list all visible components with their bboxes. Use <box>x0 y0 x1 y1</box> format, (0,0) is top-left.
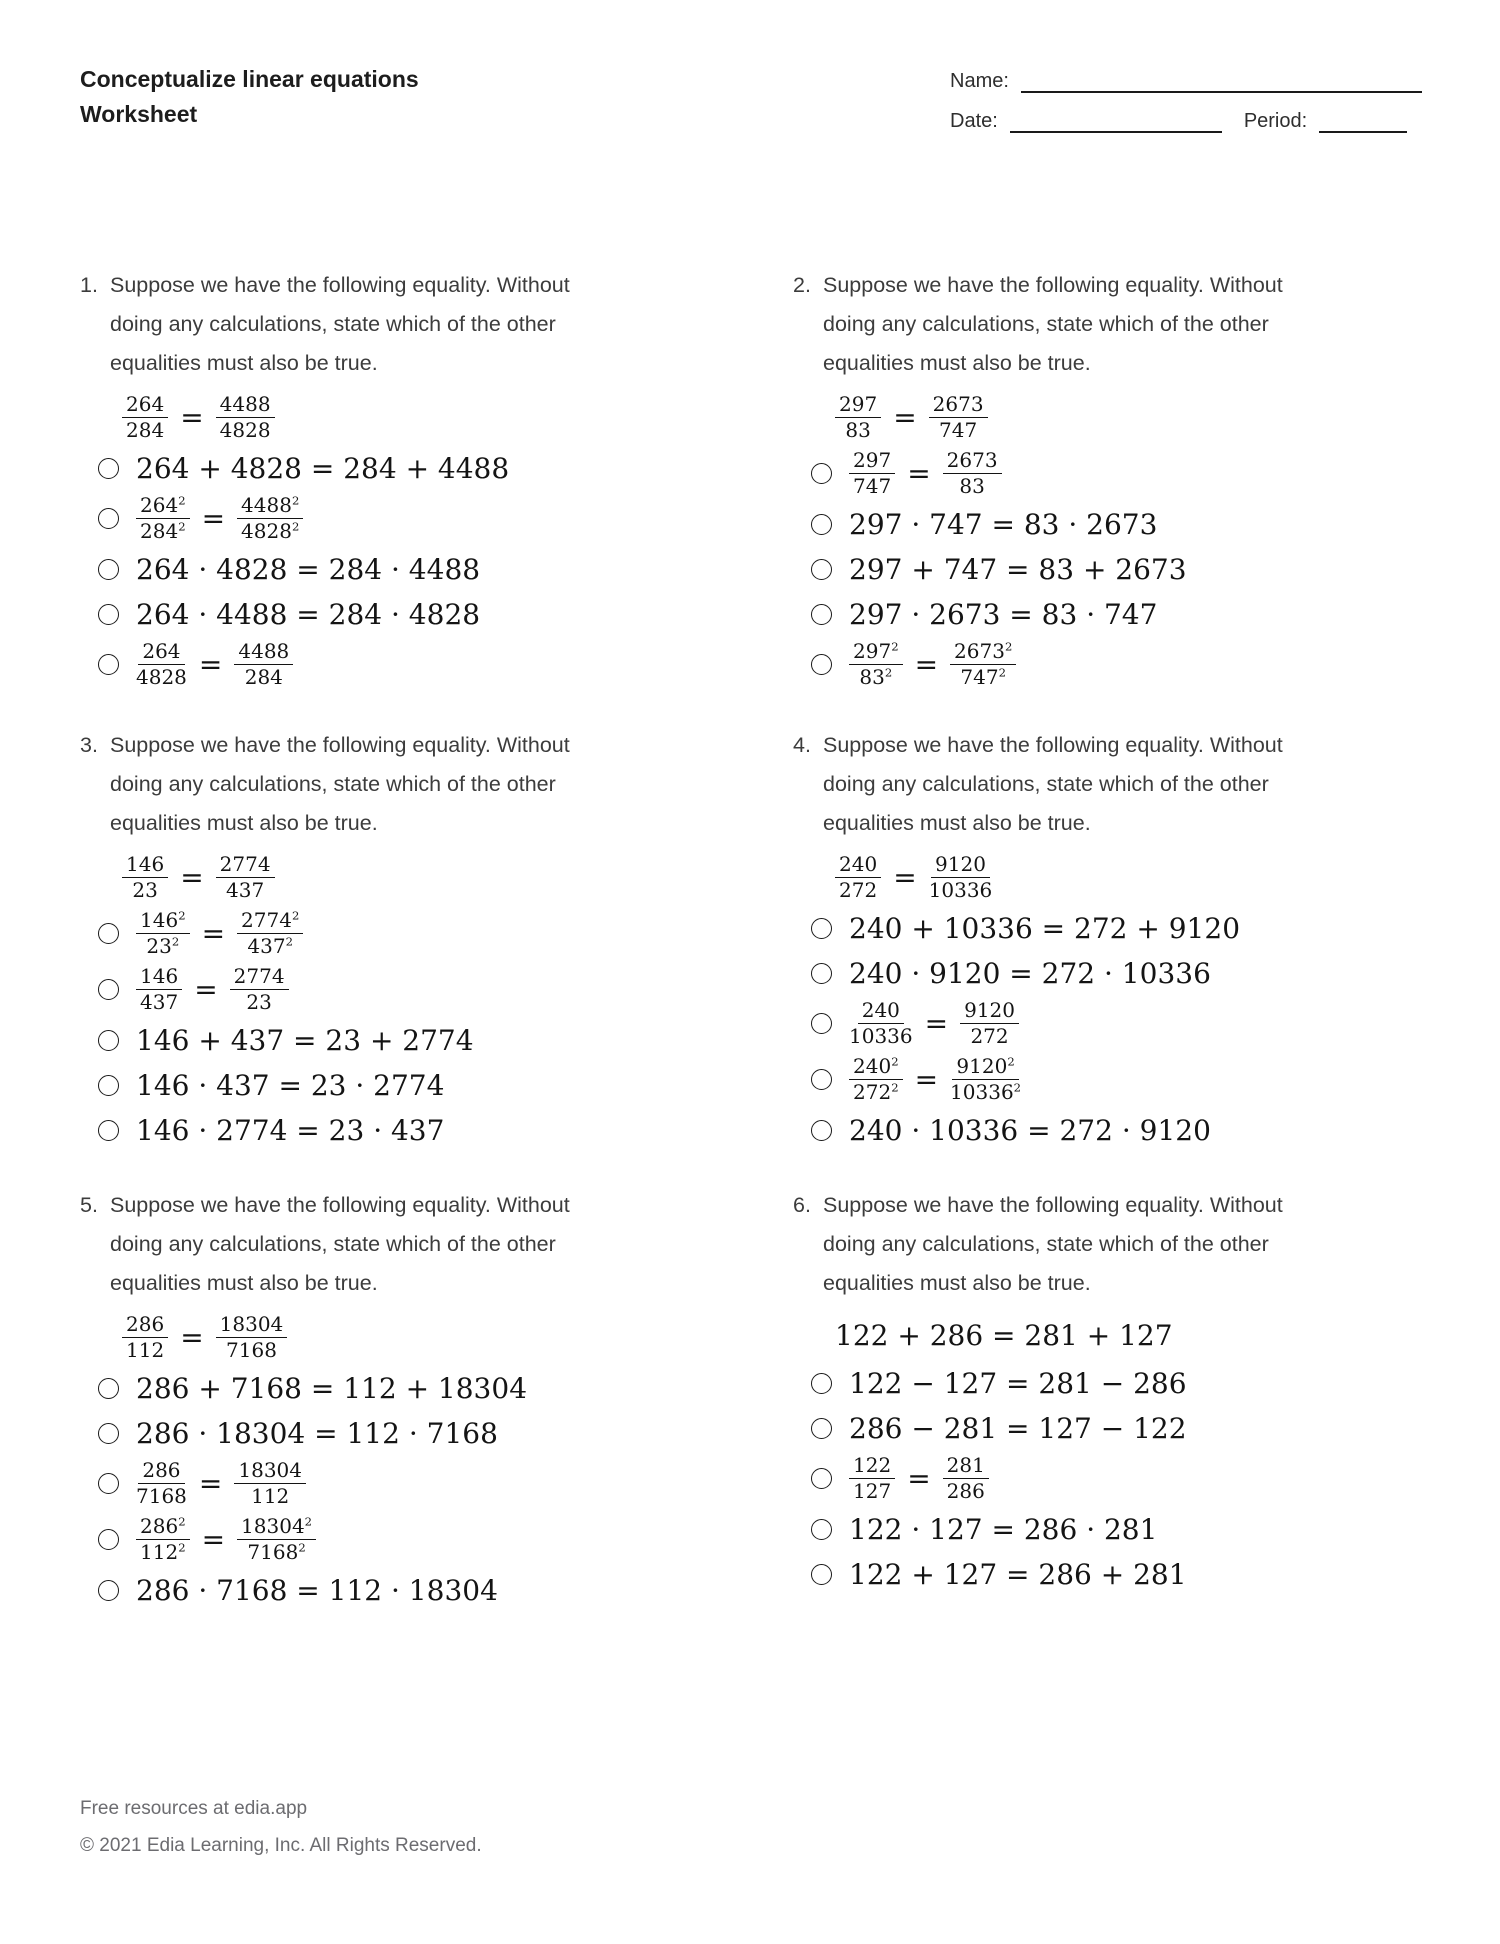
problem-prompt: Suppose we have the following equality. Without doing any calculations, state which of the other equalities must also be true. <box>823 1193 1283 1295</box>
denominator: 7168 <box>136 1484 187 1508</box>
radio-button[interactable] <box>811 1013 832 1034</box>
answer-option <box>811 550 1385 588</box>
problem-number: 3. <box>80 733 98 757</box>
math-text: = <box>201 1523 226 1556</box>
answer-option <box>98 550 672 588</box>
answer-option <box>98 1111 672 1149</box>
student-fields <box>950 70 1422 133</box>
numerator: $286^2$ <box>136 1515 190 1540</box>
numerator: 2774$^2$ <box>237 909 303 934</box>
answer-option <box>811 1555 1385 1593</box>
denominator: $747^2$ <box>960 665 1006 689</box>
exponent: 2 <box>291 519 300 534</box>
fraction <box>136 965 182 1014</box>
fraction <box>136 640 187 689</box>
denominator: 4828 <box>219 418 271 442</box>
option-equation <box>136 909 303 958</box>
exponent: 2 <box>178 493 186 508</box>
denominator: $437^2$ <box>247 934 293 958</box>
exponent: 2 <box>178 519 186 534</box>
answer-option <box>811 1364 1385 1402</box>
option-equation <box>136 1459 306 1508</box>
problem-number: 6. <box>793 1193 811 1217</box>
radio-button[interactable] <box>811 1519 832 1540</box>
problem-prompt: Suppose we have the following equality. Without doing any calculations, state which of the other equalities must also be true. <box>110 1193 570 1295</box>
option-equation <box>849 912 1240 945</box>
denominator: 4828 <box>136 665 187 689</box>
denominator: 10336 <box>849 1024 913 1048</box>
numerator: $297^2$ <box>849 640 903 665</box>
math-text: = <box>201 502 226 535</box>
math-text: = <box>194 973 218 1006</box>
option-equation <box>849 1412 1187 1445</box>
option-equation <box>136 1417 498 1450</box>
numerator: 18304 <box>216 1313 288 1338</box>
fraction <box>849 999 913 1048</box>
problem-header <box>80 266 672 383</box>
problem-header <box>793 1186 1385 1303</box>
denominator: $272^2$ <box>853 1080 899 1104</box>
math-text: 264 · 4488 = 284 · 4828 <box>136 597 481 631</box>
numerator: 297 <box>849 449 895 474</box>
denominator: 272 <box>839 878 878 902</box>
exponent: 2 <box>298 1540 306 1555</box>
fraction <box>136 909 190 958</box>
fraction <box>122 853 168 902</box>
numerator: $146^2$ <box>136 909 190 934</box>
radio-button[interactable] <box>98 1423 119 1444</box>
fraction <box>849 1454 895 1503</box>
radio-button[interactable] <box>98 508 119 529</box>
radio-button[interactable] <box>98 559 119 580</box>
math-text: = <box>924 1007 949 1040</box>
option-equation <box>136 1024 474 1057</box>
answer-option <box>98 1414 672 1452</box>
option-equation <box>136 494 303 543</box>
problems-grid <box>80 266 1385 1646</box>
problem-number: 2. <box>793 273 811 297</box>
radio-button[interactable] <box>811 1373 832 1394</box>
option-equation <box>849 449 1002 498</box>
problem-5 <box>80 1186 672 1616</box>
math-text: = <box>198 1467 223 1500</box>
numerator: 18304 <box>234 1459 306 1484</box>
fraction <box>943 1454 989 1503</box>
denominator: 437 <box>226 878 265 902</box>
numerator: 122 <box>849 1454 895 1479</box>
radio-button[interactable] <box>811 463 832 484</box>
option-equation <box>136 965 289 1014</box>
fraction <box>136 1515 190 1564</box>
fraction <box>136 494 190 543</box>
problem-header <box>793 726 1385 843</box>
denominator: $23^2$ <box>146 934 180 958</box>
denominator: 4828$^2$ <box>241 519 300 543</box>
numerator: 4488$^2$ <box>237 494 303 519</box>
exponent: 2 <box>285 934 293 949</box>
answer-option <box>811 449 1385 498</box>
option-equation <box>849 957 1211 990</box>
math-text: 264 · 4828 = 284 · 4488 <box>136 552 481 586</box>
radio-button[interactable] <box>98 604 119 625</box>
radio-button[interactable] <box>811 1418 832 1439</box>
title-line-2: Worksheet <box>80 101 198 127</box>
numerator: 240 <box>835 853 881 878</box>
denominator: $83^2$ <box>859 665 893 689</box>
answer-option <box>98 494 672 543</box>
math-text: 122 + 286 = 281 + 127 <box>835 1318 1173 1352</box>
fraction <box>835 853 881 902</box>
numerator: 2774 <box>230 965 289 990</box>
fraction <box>950 640 1016 689</box>
math-text: 297 · 747 = 83 · 2673 <box>849 507 1158 541</box>
answer-option <box>98 1066 672 1104</box>
denominator: 437 <box>140 990 179 1014</box>
fraction <box>849 640 903 689</box>
problem-header <box>80 1186 672 1303</box>
option-equation <box>849 508 1157 541</box>
title-line-1: Conceptualize linear equations <box>80 66 419 92</box>
option-equation <box>136 1372 527 1405</box>
numerator: 9120 <box>960 999 1019 1024</box>
radio-button[interactable] <box>98 923 119 944</box>
math-text: 146 · 2774 = 23 · 437 <box>136 1113 445 1147</box>
answer-option <box>811 595 1385 633</box>
math-text: 286 + 7168 = 112 + 18304 <box>136 1371 528 1405</box>
radio-button[interactable] <box>811 654 832 675</box>
answer-option <box>98 965 672 1014</box>
math-text: = <box>180 401 204 434</box>
answer-option <box>98 640 672 689</box>
math-text: 240 + 10336 = 272 + 9120 <box>849 911 1241 945</box>
denominator: 112 <box>126 1338 165 1362</box>
numerator: $264^2$ <box>136 494 190 519</box>
fraction <box>849 1055 903 1104</box>
numerator: 286 <box>122 1313 168 1338</box>
fraction <box>230 965 289 1014</box>
math-text: 286 − 281 = 127 − 122 <box>849 1411 1187 1445</box>
exponent: 2 <box>178 908 186 923</box>
option-equation <box>136 1515 316 1564</box>
exponent: 2 <box>884 665 893 680</box>
radio-button[interactable] <box>98 1030 119 1051</box>
given-equality <box>835 1313 1385 1357</box>
option-equation <box>849 1055 1021 1104</box>
problem-prompt: Suppose we have the following equality. Without doing any calculations, state which of the other equalities must also be true. <box>823 273 1283 375</box>
fraction <box>950 1055 1021 1104</box>
problem-header <box>80 726 672 843</box>
given-equality <box>835 853 1385 902</box>
radio-button[interactable] <box>811 963 832 984</box>
numerator: $240^2$ <box>849 1055 903 1080</box>
fraction <box>237 1515 316 1564</box>
problem-number: 1. <box>80 273 98 297</box>
radio-button[interactable] <box>811 1069 832 1090</box>
fraction <box>237 909 303 958</box>
given-equality <box>835 393 1385 442</box>
answer-option <box>98 449 672 487</box>
footer-copyright: © 2021 Edia Learning, Inc. All Rights Reserved. <box>80 1835 482 1856</box>
exponent: 2 <box>178 1540 186 1555</box>
math-text: = <box>201 917 226 950</box>
denominator: 127 <box>853 1479 892 1503</box>
math-text: = <box>180 1321 204 1354</box>
problem-3 <box>80 726 672 1156</box>
radio-button[interactable] <box>98 1075 119 1096</box>
math-text: 122 − 127 = 281 − 286 <box>849 1366 1187 1400</box>
exponent: 2 <box>891 1080 899 1095</box>
math-text: 297 + 747 = 83 + 2673 <box>849 552 1187 586</box>
numerator: 146 <box>122 853 168 878</box>
math-text: = <box>914 1063 939 1096</box>
fraction <box>122 1313 168 1362</box>
math-text: 122 + 127 = 286 + 281 <box>849 1557 1187 1591</box>
answer-option <box>811 1510 1385 1548</box>
answer-option <box>811 1454 1385 1503</box>
fraction <box>234 640 293 689</box>
option-equation <box>849 640 1016 689</box>
exponent: 2 <box>891 1054 899 1069</box>
option-equation <box>136 1069 444 1102</box>
given-equality <box>122 853 672 902</box>
radio-button[interactable] <box>811 604 832 625</box>
option-equation <box>849 1513 1157 1546</box>
problem-prompt: Suppose we have the following equality. Without doing any calculations, state which of the other equalities must also be true. <box>110 273 570 375</box>
radio-button[interactable] <box>811 514 832 535</box>
numerator: 2673$^2$ <box>950 640 1016 665</box>
numerator: 18304$^2$ <box>237 1515 316 1540</box>
denominator: 83 <box>959 474 985 498</box>
fraction <box>136 1459 187 1508</box>
numerator: 2774 <box>216 853 275 878</box>
math-text: 240 · 10336 = 272 · 9120 <box>849 1113 1211 1147</box>
numerator: 146 <box>136 965 182 990</box>
numerator: 2673 <box>929 393 988 418</box>
option-equation <box>136 598 480 631</box>
radio-button[interactable] <box>98 1473 119 1494</box>
radio-button[interactable] <box>98 1378 119 1399</box>
numerator: 297 <box>835 393 881 418</box>
radio-button[interactable] <box>811 1468 832 1489</box>
exponent: 2 <box>1007 1054 1015 1069</box>
math-text: 297 · 2673 = 83 · 747 <box>849 597 1158 631</box>
denominator: 7168 <box>226 1338 277 1362</box>
option-equation <box>136 640 293 689</box>
option-equation <box>136 1574 498 1607</box>
answer-option <box>98 1459 672 1508</box>
math-text: 240 · 9120 = 272 · 10336 <box>849 956 1211 990</box>
date-period-row <box>950 110 1422 133</box>
denominator: 272 <box>970 1024 1009 1048</box>
fraction <box>216 393 275 442</box>
numerator: 240 <box>858 999 904 1024</box>
answer-option <box>98 1021 672 1059</box>
exponent: 2 <box>891 639 899 654</box>
fraction <box>234 1459 306 1508</box>
numerator: 4488 <box>234 640 293 665</box>
answer-option <box>811 954 1385 992</box>
footer-resources: Free resources at edia.app <box>80 1798 308 1819</box>
radio-button[interactable] <box>98 979 119 1000</box>
math-text: = <box>893 401 917 434</box>
period-label: Period: <box>1243 110 1308 132</box>
denominator: 284 <box>244 665 283 689</box>
math-text: = <box>907 457 931 490</box>
math-text: 146 · 437 = 23 · 2774 <box>136 1068 445 1102</box>
math-text: = <box>198 648 223 681</box>
fraction <box>216 853 275 902</box>
answer-option <box>98 1571 672 1609</box>
problem-prompt: Suppose we have the following equality. Without doing any calculations, state which of the other equalities must also be true. <box>823 733 1283 835</box>
answer-option <box>811 999 1385 1048</box>
exponent: 2 <box>998 665 1006 680</box>
problem-number: 4. <box>793 733 811 757</box>
math-text: = <box>914 648 939 681</box>
problem-4 <box>793 726 1385 1156</box>
denominator: 23 <box>246 990 272 1014</box>
numerator: 4488 <box>216 393 275 418</box>
period-blank-line <box>1319 113 1407 133</box>
numerator: 9120 <box>931 853 990 878</box>
math-text: 146 + 437 = 23 + 2774 <box>136 1023 474 1057</box>
problem-prompt: Suppose we have the following equality. Without doing any calculations, state which of the other equalities must also be true. <box>110 733 570 835</box>
radio-button[interactable] <box>811 1120 832 1141</box>
date-blank-line <box>1010 113 1222 133</box>
exponent: 2 <box>1013 1080 1022 1095</box>
numerator: 9120$^2$ <box>952 1055 1018 1080</box>
radio-button[interactable] <box>811 1564 832 1585</box>
option-equation <box>849 1454 989 1503</box>
answer-option <box>98 595 672 633</box>
exponent: 2 <box>171 934 180 949</box>
page-title <box>80 62 419 132</box>
option-equation <box>849 553 1187 586</box>
fraction <box>216 1313 288 1362</box>
math-text: 264 + 4828 = 284 + 4488 <box>136 451 510 485</box>
math-text: 122 · 127 = 286 · 281 <box>849 1512 1158 1546</box>
answer-option <box>98 1515 672 1564</box>
fraction <box>237 494 303 543</box>
exponent: 2 <box>178 1514 186 1529</box>
radio-button[interactable] <box>98 1580 119 1601</box>
radio-button[interactable] <box>811 918 832 939</box>
given-equality <box>122 1313 672 1362</box>
denominator: 747 <box>939 418 978 442</box>
math-text: = <box>180 861 204 894</box>
answer-option <box>811 1111 1385 1149</box>
date-label: Date: <box>950 110 998 132</box>
exponent: 2 <box>304 1514 313 1529</box>
answer-option <box>98 909 672 958</box>
problem-header <box>793 266 1385 383</box>
exponent: 2 <box>1004 639 1013 654</box>
radio-button[interactable] <box>98 654 119 675</box>
name-field-row <box>950 70 1422 93</box>
exponent: 2 <box>291 908 300 923</box>
denominator: 7168$^2$ <box>247 1540 306 1564</box>
fraction <box>960 999 1019 1048</box>
denominator: 747 <box>853 474 892 498</box>
option-equation <box>136 452 509 485</box>
numerator: 2673 <box>943 449 1002 474</box>
denominator: 112 <box>251 1484 290 1508</box>
option-equation <box>849 1114 1211 1147</box>
footer <box>80 1790 482 1864</box>
fraction <box>929 853 993 902</box>
denominator: 10336$^2$ <box>950 1080 1022 1104</box>
name-label: Name: <box>950 70 1009 92</box>
numerator: 281 <box>943 1454 989 1479</box>
fraction <box>943 449 1002 498</box>
given-equality <box>122 393 672 442</box>
denominator: 83 <box>845 418 871 442</box>
option-equation <box>849 999 1019 1048</box>
math-text: = <box>907 1462 931 1495</box>
problem-number: 5. <box>80 1193 98 1217</box>
answer-option <box>811 909 1385 947</box>
numerator: 264 <box>138 640 184 665</box>
fraction <box>849 449 895 498</box>
radio-button[interactable] <box>811 559 832 580</box>
fraction <box>835 393 881 442</box>
numerator: 286 <box>138 1459 184 1484</box>
option-equation <box>136 553 480 586</box>
denominator: 10336 <box>928 878 993 902</box>
option-equation <box>136 1114 444 1147</box>
problem-1 <box>80 266 672 696</box>
problem-2 <box>793 266 1385 696</box>
option-equation <box>849 598 1157 631</box>
radio-button[interactable] <box>98 1529 119 1550</box>
option-equation <box>849 1367 1187 1400</box>
answer-option <box>811 1409 1385 1447</box>
option-equation <box>849 1558 1187 1591</box>
answer-option <box>98 1369 672 1407</box>
radio-button[interactable] <box>98 458 119 479</box>
denominator: 23 <box>132 878 158 902</box>
math-text: 286 · 18304 = 112 · 7168 <box>136 1416 498 1450</box>
answer-option <box>811 640 1385 689</box>
name-blank-line <box>1021 73 1422 93</box>
denominator: 286 <box>946 1479 985 1503</box>
fraction <box>122 393 168 442</box>
fraction <box>929 393 988 442</box>
radio-button[interactable] <box>98 1120 119 1141</box>
math-text: = <box>893 861 917 894</box>
numerator: 264 <box>122 393 168 418</box>
answer-option <box>811 505 1385 543</box>
denominator: 284 <box>126 418 165 442</box>
problem-6 <box>793 1186 1385 1600</box>
exponent: 2 <box>291 493 300 508</box>
math-text: 286 · 7168 = 112 · 18304 <box>136 1573 498 1607</box>
denominator: $284^2$ <box>140 519 186 543</box>
answer-option <box>811 1055 1385 1104</box>
denominator: $112^2$ <box>140 1540 186 1564</box>
